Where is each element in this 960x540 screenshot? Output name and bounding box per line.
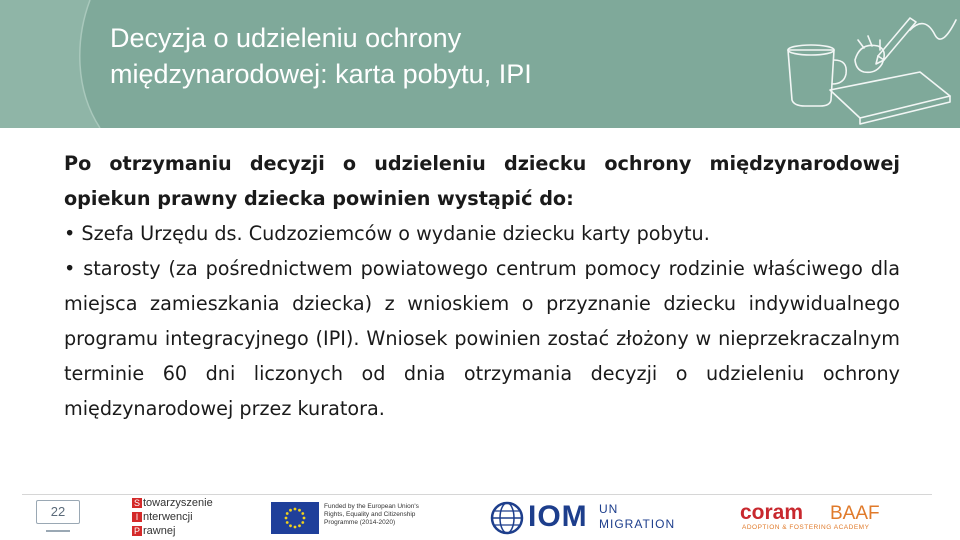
sip-logo-letter: I [132,512,142,522]
sip-logo-word: rawnej [143,525,176,537]
eu-funding-line: Funded by the European Union's [324,503,419,510]
coram-tagline: ADOPTION & FOSTERING ACADEMY [742,524,870,531]
sip-logo-word: nterwencji [143,511,193,523]
page-number-underline [46,530,70,532]
bullet-item-karta-pobytu: • Szefa Urzędu ds. Cudzoziemców o wydanie dziecku karty pobytu. [64,222,710,245]
eu-funding-line: Rights, Equality and Citizenship [324,511,416,518]
coffee-cup-notebook-pencil-sketch-icon [760,0,960,128]
sip-logo-word: towarzyszenie [143,497,213,509]
slide-header [0,0,960,128]
sip-logo-row [132,510,242,524]
slide-title-line-2: międzynarodowej: karta pobytu, IPI [110,59,532,89]
sip-logo [132,496,242,540]
iom-un-label: UN [599,502,619,516]
bullet-item-ipi: • starosty (za pośrednictwem powiatowego centrum pomocy rodzinie właściwego dla miejsca zamieszkania dziecka) z wnioskiem o przyznanie dziecku indywidualnego programu integracyjnego (IPI). Wniosek powinien zostać złożony w nieprzekraczalnym terminie 60 dni liczonych od dnia otrzymania decyzji o udzieleniu ochrony międzynarodowej przez kuratora. [64,257,900,420]
eu-funding-line: Programme (2014-2020) [324,519,396,526]
eu-stars-icon [271,502,319,534]
iom-logo [490,500,710,536]
iom-migration-label: MIGRATION [599,517,676,531]
sip-logo-letter: P [133,526,140,536]
coram-wordmark: coram [740,501,804,524]
coram-baaf-logo [740,502,890,536]
iom-globe-icon [490,501,524,535]
slide-body [64,146,900,426]
eu-flag-icon [271,502,319,534]
eu-funding-statement [324,503,434,527]
page-number: 22 [36,500,80,524]
baaf-wordmark: BAAF [830,503,880,524]
footer-divider [22,494,932,495]
slide-title [110,20,710,92]
sip-logo-letter: S [133,498,140,508]
slide-footer [0,490,960,540]
slide-title-line-1: Decyzja o udzieleniu ochrony [110,23,462,53]
iom-wordmark: IOM [528,500,588,533]
sip-logo-row [132,524,242,538]
sip-logo-row [132,496,242,510]
lead-paragraph: Po otrzymaniu decyzji o udzieleniu dziecku ochrony międzynarodowej opiekun prawny dziecka powinien wystąpić do: [64,152,900,210]
